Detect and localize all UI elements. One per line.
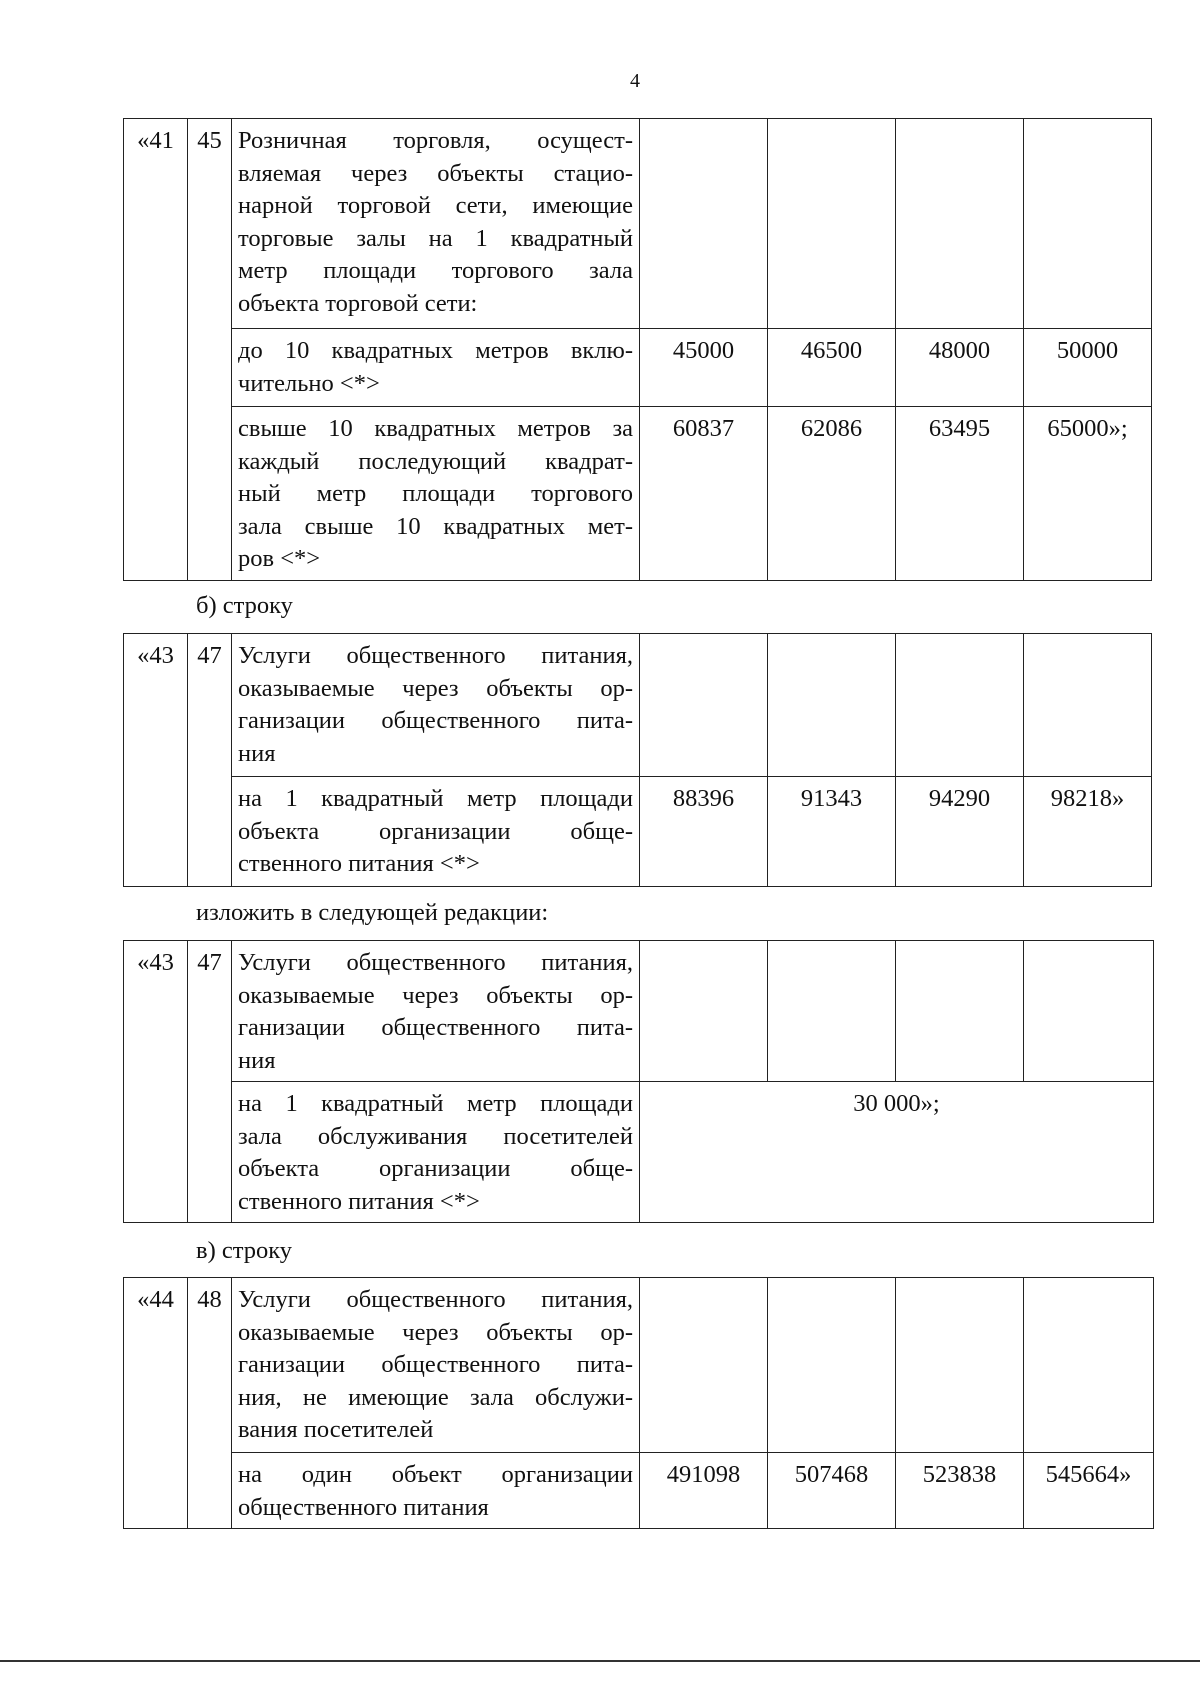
subrow-description — [232, 1453, 640, 1529]
activity-description — [232, 941, 640, 1082]
subrow-description — [232, 329, 640, 407]
merged-value-cell: 30 000»; — [640, 1082, 1154, 1223]
text-line: на 1 квадратный метр площади — [238, 785, 633, 812]
text-line: нарной торговой сети, имеющие — [238, 192, 633, 219]
value-cell: 62086 — [768, 407, 896, 581]
text-line: ния — [238, 739, 276, 767]
table-row-43-new — [123, 940, 1154, 1223]
empty-cell — [1024, 634, 1152, 777]
text-line: ственного питания <*> — [238, 1187, 480, 1215]
empty-cell — [640, 634, 768, 777]
text-line: ния — [238, 1046, 276, 1074]
value-cell: 523838 — [896, 1453, 1024, 1529]
text-line: оказываемые через объекты ор- — [238, 1318, 633, 1346]
empty-cell — [768, 634, 896, 777]
text-line: ственного питания <*> — [238, 850, 480, 877]
empty-cell — [640, 119, 768, 329]
empty-cell — [768, 119, 896, 329]
value-cell: 63495 — [896, 407, 1024, 581]
text-line: объекта организации обще- — [238, 817, 633, 845]
text-line: метр площади торгового зала — [238, 257, 633, 284]
row-number: 48 — [188, 1278, 232, 1529]
subrow-description — [232, 407, 640, 581]
row-number: 47 — [188, 941, 232, 1223]
text-line: зала свыше 10 квадратных мет- — [238, 512, 633, 540]
empty-cell — [768, 941, 896, 1082]
caption-edit: изложить в следующей редакции: — [196, 899, 549, 926]
empty-cell — [640, 1278, 768, 1453]
value-cell: 88396 — [640, 777, 768, 887]
text-line: ганизации общественного пита- — [238, 1014, 633, 1041]
value-cell: 545664» — [1024, 1453, 1154, 1529]
empty-cell — [768, 1278, 896, 1453]
value-cell: 491098 — [640, 1453, 768, 1529]
empty-cell — [1024, 941, 1154, 1082]
caption-v: в) строку — [196, 1237, 293, 1264]
text-line: оказываемые через объекты ор- — [238, 674, 633, 702]
value-cell: 507468 — [768, 1453, 896, 1529]
row-code: «43 — [124, 941, 188, 1223]
empty-cell — [1024, 119, 1152, 329]
text-line: вляемая через объекты стацио- — [238, 159, 633, 187]
value-cell: 60837 — [640, 407, 768, 581]
text-line: до 10 квадратных метров вклю- — [238, 337, 633, 364]
text-line: ганизации общественного пита- — [238, 1351, 633, 1378]
value-cell: 91343 — [768, 777, 896, 887]
subrow-description — [232, 1082, 640, 1223]
caption-b: б) строку — [196, 592, 293, 619]
text-line: на 1 квадратный метр площади — [238, 1090, 633, 1117]
value-cell: 50000 — [1024, 329, 1152, 407]
text-line: ров <*> — [238, 545, 321, 572]
empty-cell — [1024, 1278, 1154, 1453]
value-cell: 98218» — [1024, 777, 1152, 887]
subrow-description — [232, 777, 640, 887]
empty-cell — [896, 941, 1024, 1082]
page-number: 4 — [630, 70, 640, 92]
empty-cell — [640, 941, 768, 1082]
row-code: «43 — [124, 634, 188, 887]
text-line: Розничная торговля, осущест- — [238, 127, 633, 154]
text-line: Услуги общественного питания, — [238, 642, 633, 669]
row-code: «41 — [124, 119, 188, 581]
text-line: ганизации общественного пита- — [238, 707, 633, 734]
empty-cell — [896, 119, 1024, 329]
activity-description — [232, 634, 640, 777]
row-number: 47 — [188, 634, 232, 887]
text-line: каждый последующий квадрат- — [238, 447, 633, 475]
text-line: объекта организации обще- — [238, 1155, 633, 1182]
value-cell: 65000»; — [1024, 407, 1152, 581]
text-line: объекта торговой сети: — [238, 289, 478, 317]
value-cell: 45000 — [640, 329, 768, 407]
row-number: 45 — [188, 119, 232, 581]
activity-description — [232, 119, 640, 329]
text-line: ный метр площади торгового — [238, 480, 633, 507]
empty-cell — [896, 634, 1024, 777]
text-line: на один объект организации — [238, 1461, 633, 1488]
text-line: торговые залы на 1 квадратный — [238, 224, 633, 252]
text-line: вания посетителей — [238, 1416, 434, 1443]
value-cell: 94290 — [896, 777, 1024, 887]
table-row-43-old — [123, 633, 1152, 887]
text-line: общественного питания — [238, 1493, 489, 1521]
table-row-44 — [123, 1277, 1154, 1529]
empty-cell — [896, 1278, 1024, 1453]
text-line: ния, не имеющие зала обслужи- — [238, 1383, 633, 1411]
text-line: чительно <*> — [238, 369, 380, 397]
text-line: Услуги общественного питания, — [238, 1286, 633, 1313]
table-row-41 — [123, 118, 1152, 581]
text-line: Услуги общественного питания, — [238, 949, 633, 976]
text-line: свыше 10 квадратных метров за — [238, 415, 633, 442]
text-line: оказываемые через объекты ор- — [238, 981, 633, 1009]
activity-description — [232, 1278, 640, 1453]
value-cell: 48000 — [896, 329, 1024, 407]
value-cell: 46500 — [768, 329, 896, 407]
row-code: «44 — [124, 1278, 188, 1529]
footer-rule — [0, 1660, 1200, 1662]
text-line: зала обслуживания посетителей — [238, 1122, 633, 1150]
